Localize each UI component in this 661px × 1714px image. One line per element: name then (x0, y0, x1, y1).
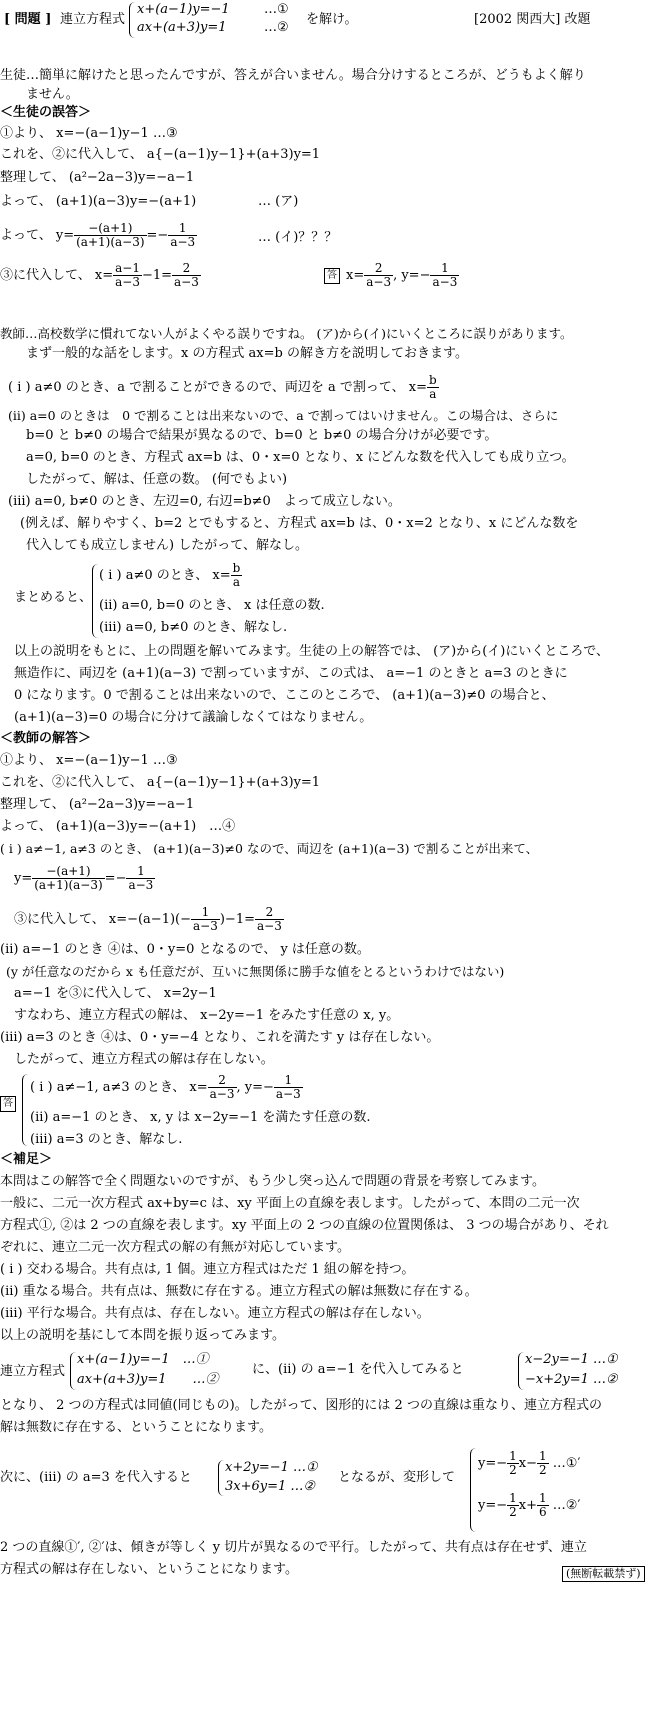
supp-result-eq2: −x+2y=1 …② (525, 1372, 618, 1387)
sol-case-i: ( i ) a≠−1, a≠3 のとき、 (a+1)(a−3)≠0 なので、両辺を (a+1)(a−3) で割ることが出来て、 (0, 841, 539, 856)
case-iii-2: (例えば、解りやすく、b=2 とでもすると、方程式 ax=b は、0・x=2 となり、x にどんな数を (20, 516, 579, 531)
equation-2-tag: …② (264, 20, 289, 35)
summary-case-i: ( i ) a≠0 のとき、 x= $\frac{b}{a}$ (99, 561, 241, 589)
supp-result-brace (518, 1352, 524, 1390)
student-line-4: よって、 (a+1)(a−3)y=−(a+1) (0, 194, 197, 209)
copyright-stamp: (無断転載禁ず) (562, 1566, 645, 1582)
supp-transform-brace (470, 1448, 476, 1532)
supp-para-1: となり、 2 つの方程式は同値(同じもの)。したがって、図形的には 2 つの直線は重なり、連立方程式の (0, 1398, 602, 1413)
explain-line-3: 0 になります。0 で割ることは出来ないので、ここのところで、 (a+1)(a−3)≠0 の場合と、 (14, 688, 555, 703)
supp-transform-eq2: y=− $\frac{1}{2}$ x+ $\frac{1}{6}$ …②′ (478, 1491, 581, 1519)
case-iii-1: (iii) a=0, b≠0 のとき、左辺=0, 右辺=b≠0 よって成立しない。 (8, 494, 401, 509)
equation-1: x+(a−1)y=−1 (137, 2, 230, 17)
supp-system-label: 連立方程式 (0, 1364, 66, 1379)
case-ii-3: a=0, b=0 のとき、方程式 ax=b は、0・x=0 となり、x にどんな数を代入しても成り立つ。 (26, 450, 575, 465)
summary-label: まとめると、 (14, 590, 93, 605)
supp-result-eq1: x−2y=−1 …① (525, 1352, 618, 1367)
supplement-heading: ＜補足＞ (0, 1152, 53, 1167)
summary-case-iii: (iii) a=0, b≠0 のとき、解なし. (99, 620, 288, 635)
supp-end-2: 方程式の解は存在しない、ということになります。 (0, 1562, 298, 1577)
teacher-solution-heading: ＜教師の解答＞ (0, 731, 92, 746)
explain-line-2: 無造作に、両辺を (a+1)(a−3) で割っていますが、この式は、 a=−1 のときと a=3 のときに (14, 666, 568, 681)
student-heading: ＜生徒の誤答＞ (0, 105, 92, 120)
problem-label: [ 問題 ] (4, 12, 52, 27)
supp-line-5: 以上の説明を基にして本問を振り返ってみます。 (0, 1328, 285, 1343)
final-answer-iii: (iii) a=3 のとき、解なし. (30, 1132, 183, 1147)
student-line-6: ③に代入して、 x= $\frac{a-1}{a-3}$ −1= $\frac{2}{a-3}$ (0, 261, 199, 289)
supp-line-3: 方程式①, ②は 2 つの直線を表します。xy 平面上の 2 つの直線の位置関係は、 3 つの場合があり、それ (0, 1218, 609, 1233)
sol-line-1: ①より、 x=−(a−1)y−1 …③ (0, 753, 178, 768)
student-line-5: よって、 y= $\frac{-(a+1)}{(a+1)(a-3)}$ =− $\frac{1}{a-3}$ (0, 221, 196, 249)
supp-next: 次に、(iii) の a=3 を代入すると (0, 1470, 192, 1485)
case-iii-3: 代入しても成立しません) したがって、解なし。 (26, 538, 308, 553)
equation-1-tag: …① (264, 2, 289, 17)
supp-transform-eq1: y=− $\frac{1}{2}$ x− $\frac{1}{2}$ …①′ (478, 1449, 581, 1477)
sol-case-ii-note: (y が任意なのだから x も任意だが、互いに無関係に勝手な値をとるというわけではない) (6, 964, 505, 979)
supp-system-eq1: x+(a−1)y=−1 …① (77, 1352, 209, 1367)
problem-task: を解け。 (306, 12, 358, 27)
final-answer-ii: (ii) a=−1 のとき、 x, y は x−2y=−1 を満たす任意の数. (30, 1110, 371, 1125)
sol-line-2: これを、②に代入して、 a{−(a−1)y−1}+(a+3)y=1 (0, 775, 321, 790)
explain-line-1: 以上の説明をもとに、上の問題を解いてみます。生徒の上の解答では、 (ア)から(イ)にいくところで、 (14, 644, 609, 659)
sol-case-i-y: y= $\frac{-(a+1)}{(a+1)(a-3)}$ =− $\frac{1}{a-3}$ (14, 864, 154, 892)
sol-case-ii-sub: a=−1 を③に代入して、 x=2y−1 (14, 986, 217, 1001)
teacher-comment-2: まず一般的な話をします。x の方程式 ax=b の解き方を説明しておきます。 (26, 346, 468, 361)
supp-system-mid: に、(ii) の a=−1 を代入してみると (252, 1362, 464, 1377)
supp-line-2: 一般に、二元一次方程式 ax+by=c は、xy 平面上の直線を表します。したがって、本問の二元一次 (0, 1196, 580, 1211)
supp-next-mid: となるが、変形して (338, 1470, 456, 1485)
problem-source: [2002 関西大] 改題 (474, 12, 591, 27)
supp-case-iii: (iii) 平行な場合。共有点は、存在しない。連立方程式の解は存在しない。 (0, 1306, 430, 1321)
sol-case-ii-result: すなわち、連立方程式の解は、 x−2y=−1 をみたす任意の x, y。 (14, 1008, 400, 1023)
student-line-4-tag: … (ア) (258, 194, 299, 209)
supp-next-brace (218, 1460, 224, 1496)
answer-mark: 答 (324, 268, 340, 284)
supp-next-eq2: 3x+6y=1 …② (225, 1479, 316, 1494)
supp-line-1: 本問はこの解答で全く問題ないのですが、もう少し突っ込んで問題の背景を考察してみます。 (0, 1174, 545, 1189)
student-comment: 生徒…簡単に解けたと思ったんですが、答えが合いません。場合分けするところが、どうもよく解り (0, 68, 586, 83)
case-ii-1: (ii) a=0 のときは 0 で割ることは出来ないので、a で割ってはいけません。この場合は、さらに (8, 408, 559, 423)
equation-2: ax+(a+3)y=1 (137, 20, 227, 35)
supp-end-1: 2 つの直線①′, ②′は、傾きが等しく y 切片が異なるので平行。したがって、共有点は存在せず、連立 (0, 1540, 587, 1555)
student-answer: x= $\frac{2}{a-3}$ , y=− $\frac{1}{a-3}$ (346, 261, 458, 289)
supp-next-eq1: x+2y=−1 …① (225, 1460, 318, 1475)
summary-brace (92, 564, 98, 638)
teacher-comment: 教師…高校数学に慣れてない人がよくやる誤りですね。 (ア)から(イ)にいくところに誤りがあります。 (0, 326, 573, 341)
case-i: ( i ) a≠0 のとき、a で割ることができるので、両辺を a で割って、 x= $\frac{b}{a}$ (8, 373, 437, 401)
student-comment-cont: ません。 (26, 87, 79, 102)
explain-line-4: (a+1)(a−3)=0 の場合に分けて議論しなくてはなりません。 (14, 710, 373, 725)
final-answer-mark: 答 (0, 1096, 16, 1112)
supp-system-brace (70, 1352, 76, 1390)
student-line-2: これを、②に代入して、 a{−(a−1)y−1}+(a+3)y=1 (0, 147, 321, 162)
supp-case-i: ( i ) 交わる場合。共有点は, 1 個。連立方程式はただ 1 組の解を持つ。 (0, 1262, 415, 1277)
system-brace (129, 2, 135, 38)
supp-system-eq2: ax+(a+3)y=1 …② (77, 1372, 219, 1387)
student-line-1: ①より、 x=−(a−1)y−1 …③ (0, 126, 178, 141)
supp-case-ii: (ii) 重なる場合。共有点は、無数に存在する。連立方程式の解は無数に存在する。 (0, 1284, 478, 1299)
sol-case-ii: (ii) a=−1 のとき ④は、0・y=0 となるので、 y は任意の数。 (0, 942, 370, 957)
supp-line-4: ぞれに、連立二元一次方程式の解の有無が対応しています。 (0, 1240, 350, 1255)
student-line-3: 整理して、 (a²−2a−3)y=−a−1 (0, 170, 195, 185)
case-ii-2: b=0 と b≠0 の場合で結果が異なるので、b=0 と b≠0 の場合分けが必要です。 (26, 428, 498, 443)
summary-case-ii: (ii) a=0, b=0 のとき、 x は任意の数. (99, 598, 325, 613)
supp-para-2: 解は無数に存在する、ということになります。 (0, 1420, 272, 1435)
sol-case-iii-result: したがって、連立方程式の解は存在しない。 (14, 1052, 274, 1067)
case-ii-4: したがって、解は、任意の数。 (何でもよい) (26, 472, 288, 487)
student-line-5-tag: … (イ)？？？ (258, 230, 338, 245)
problem-intro: 連立方程式 (60, 12, 126, 27)
sol-case-i-x: ③に代入して、 x=−(a−1)(− $\frac{1}{a-3}$ )−1= $\frac{2}{a-3}$ (14, 905, 282, 933)
sol-case-iii: (iii) a=3 のとき ④は、0・y=−4 となり、これを満たす y は存在しない。 (0, 1030, 440, 1045)
final-answer-i: ( i ) a≠−1, a≠3 のとき、 x= $\frac{2}{a-3}$ , y=− $\frac{1}{a-3}$ (30, 1073, 301, 1101)
sol-line-3: 整理して、 (a²−2a−3)y=−a−1 (0, 797, 195, 812)
sol-line-4: よって、 (a+1)(a−3)y=−(a+1) …④ (0, 819, 236, 834)
final-answer-brace (22, 1074, 28, 1146)
